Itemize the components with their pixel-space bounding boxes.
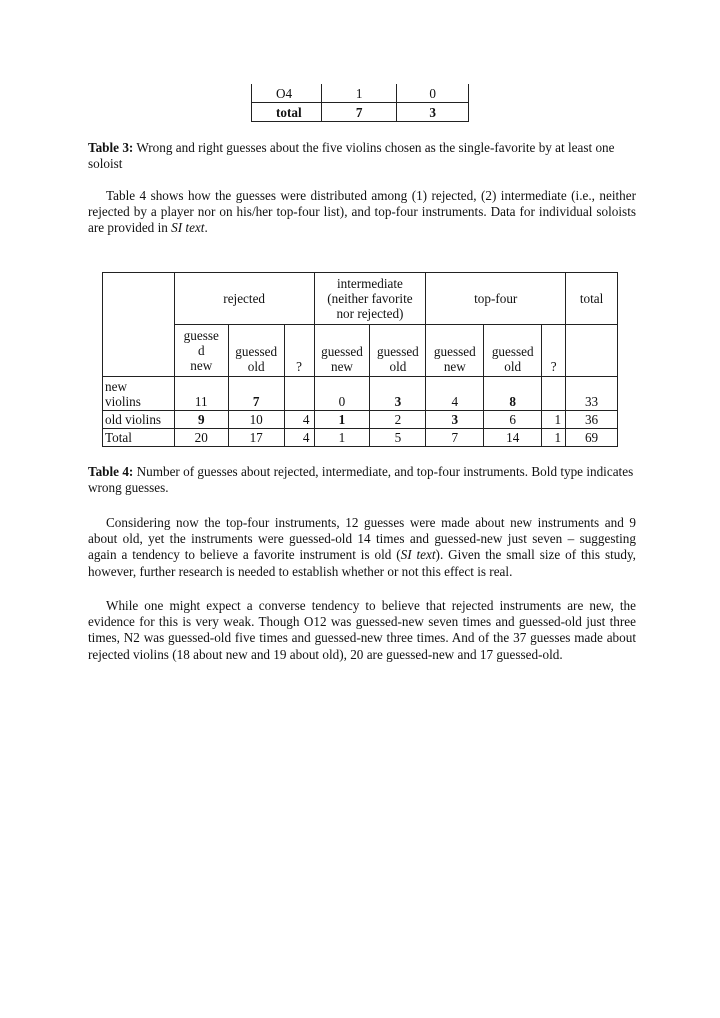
table-cell: 7 [321,103,397,122]
group-header: total [566,273,618,325]
table-cell: 1 [321,84,397,103]
table-cell: 1 [314,411,370,429]
row-label: old violins [103,411,175,429]
table-row [103,429,618,447]
paragraph [88,188,636,237]
subheader [566,325,618,377]
table-cell: 11 [174,377,228,411]
paragraph-text: ). Given the small size of this study, however, further research is needed to establish whether or not this effect is real. [88,547,636,579]
header-line: nor rejected) [336,306,404,321]
paragraph [88,515,636,580]
table-cell: 10 [228,411,284,429]
italic-text: SI text [400,547,436,563]
group-header: rejected [174,273,314,325]
table-cell: 6 [484,411,542,429]
table-cell: 4 [284,429,314,447]
table-cell: 3 [426,411,484,429]
header-line: intermediate [336,276,403,291]
table-cell: 8 [484,377,542,411]
table-row [252,84,469,103]
table-cell [542,377,566,411]
table-subheader-row [103,325,618,377]
table-cell: 17 [228,429,284,447]
paragraph-text: Table 4 shows how the guesses were distributed among (1) rejected, (2) intermediate (i.e., neither rejected by a player nor on his/her top-four list), and top-four instruments. Data for individual soloists are provided in [88,188,636,236]
table-row [252,103,469,122]
paragraph-text: Considering now the top-four instruments, 12 guesses were made about new instruments and 9 about old, yet the instruments were guessed-old 14 times and guessed-new just seven – suggesting again a tendency to believe a favorite instrument is old ( [88,515,636,563]
table-3 [251,84,469,122]
table-cell: O4 [252,84,322,103]
table-cell: 7 [228,377,284,411]
table-row [103,411,618,429]
subheader: guesse d new [174,325,228,377]
header-line: (neither favorite [327,291,413,306]
table-cell: 1 [542,429,566,447]
subheader: guessed new [426,325,484,377]
table-cell: 5 [370,429,426,447]
caption-text: Wrong and right guesses about the five violins chosen as the single-favorite by at least one soloist [88,140,615,171]
caption-text: Number of guesses about rejected, intermediate, and top-four instruments. Bold type indicates wrong guesses. [88,464,634,495]
table-cell: 36 [566,411,618,429]
table-cell: 1 [542,411,566,429]
caption-label: Table 3: [88,140,134,155]
table-cell: 1 [314,429,370,447]
paragraph-text: . [204,220,208,236]
subheader: guessed old [228,325,284,377]
paragraph [88,598,636,663]
table-3-caption [88,140,636,172]
table-cell: 33 [566,377,618,411]
table-cell: 20 [174,429,228,447]
table-cell [103,273,175,377]
subheader: guessed old [370,325,426,377]
subheader: ? [542,325,566,377]
table-cell: 2 [370,411,426,429]
table-row [103,377,618,411]
table-cell: 4 [284,411,314,429]
table-cell: 7 [426,429,484,447]
table-header-row [103,273,618,325]
table-cell: 14 [484,429,542,447]
table-cell: 0 [397,84,469,103]
group-header: top-four [426,273,566,325]
subheader: guessed old [484,325,542,377]
table-cell: 69 [566,429,618,447]
table-cell: 9 [174,411,228,429]
row-label: new violins [103,377,175,411]
italic-text: SI text [171,220,205,236]
table-4 [102,272,618,447]
paragraph-text: While one might expect a converse tendency to believe that rejected instruments are new, the evidence for this is very weak. Though O12 was guessed-new seven times and guessed-old just three times, N2 was guessed-old five times and guessed-new three times. And of the 37 guesses made about rejected violins (18 about new and 19 about old), 20 are guessed-new and 17 guessed-old. [88,598,636,662]
subheader: ? [284,325,314,377]
caption-label: Table 4: [88,464,134,479]
group-header [314,273,426,325]
table-cell: 0 [314,377,370,411]
subheader: guessed new [314,325,370,377]
table-cell: 4 [426,377,484,411]
table-cell: 3 [397,103,469,122]
table-4-caption [88,464,636,496]
table-cell: 3 [370,377,426,411]
table-cell: total [252,103,322,122]
table-cell [284,377,314,411]
row-label: Total [103,429,175,447]
